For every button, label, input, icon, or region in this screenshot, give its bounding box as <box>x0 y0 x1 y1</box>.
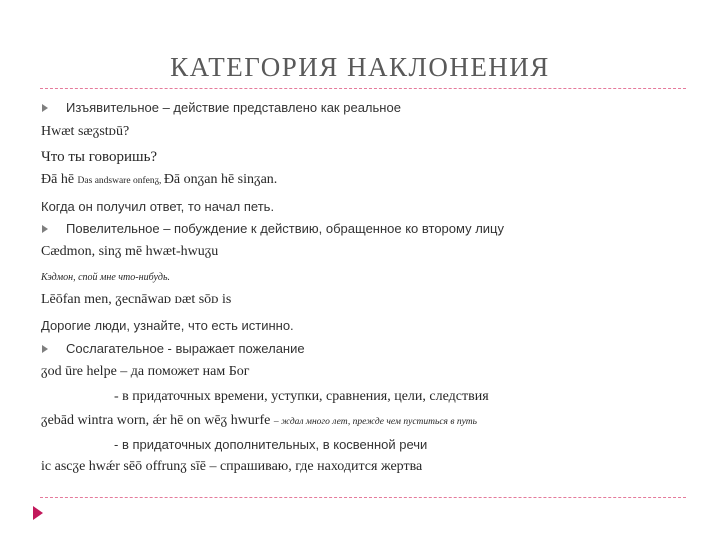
bullet-icon <box>42 225 48 233</box>
example-oe-6 <box>41 413 477 429</box>
example-oe-2-part-a: Đā hē <box>41 172 78 187</box>
slide-title: КАТЕГОРИЯ НАКЛОНЕНИЯ <box>170 52 550 82</box>
example-oe-4: Lēōfan men, ᵹecnāwaᴅ ᴅæt sōᴅ is <box>41 292 232 307</box>
example-oe-3: Cædmon, sinᵹ mē hwæt-hwuᵹu <box>41 244 219 259</box>
example-oe-2 <box>41 172 277 188</box>
example-oe-7 <box>41 459 422 475</box>
example-oe-1: Hwæt sæᵹstᴅū? <box>41 124 130 139</box>
bullet-item-imperative: Повелительное – побуждение к действию, обращенное ко второму лицу <box>66 221 505 236</box>
translation-2: Когда он получил ответ, то начал петь. <box>41 199 275 214</box>
example-oe-5: ᵹod ūre helpe – да поможет нам Бог <box>41 364 250 379</box>
example-oe-7-oe: ic ascᵹe hwǽr sēō offrunᵹ sīē <box>41 459 206 474</box>
example-oe-2-part-b: Das andsware onfenᵹ, <box>77 176 164 186</box>
translation-4: Дорогие люди, узнайте, что есть истинно. <box>41 318 294 333</box>
bullet-icon <box>42 104 48 112</box>
example-oe-6-translation: – ждал много лет, прежде чем пуститься в путь <box>273 417 477 427</box>
bottom-divider <box>40 497 686 498</box>
example-oe-6-oe: ᵹebād wintra worn, ǽr hē on wēᵹ hwurfe <box>41 413 274 428</box>
translation-1: Что ты говоришь? <box>41 149 158 165</box>
slide-nav-arrow-icon <box>33 506 43 520</box>
bullet-item-subjunctive: Сослагательное - выражает пожелание <box>66 341 305 356</box>
subclause-note-1: - в придаточных времени, уступки, сравнения, цели, следствия <box>114 389 489 404</box>
example-oe-2-part-c: Đā onᵹan hē sinᵹan. <box>163 172 278 187</box>
top-divider <box>40 88 686 89</box>
subclause-note-2: - в придаточных дополнительных, в косвенной речи <box>114 437 428 452</box>
bullet-item-indicative: Изъявительное – действие представлено как реальное <box>66 100 401 115</box>
bullet-icon <box>42 345 48 353</box>
example-oe-7-translation: – спрашиваю, где находится жертва <box>205 459 423 474</box>
translation-3: Кэдмон, спой мне что-нибудь. <box>41 272 170 283</box>
